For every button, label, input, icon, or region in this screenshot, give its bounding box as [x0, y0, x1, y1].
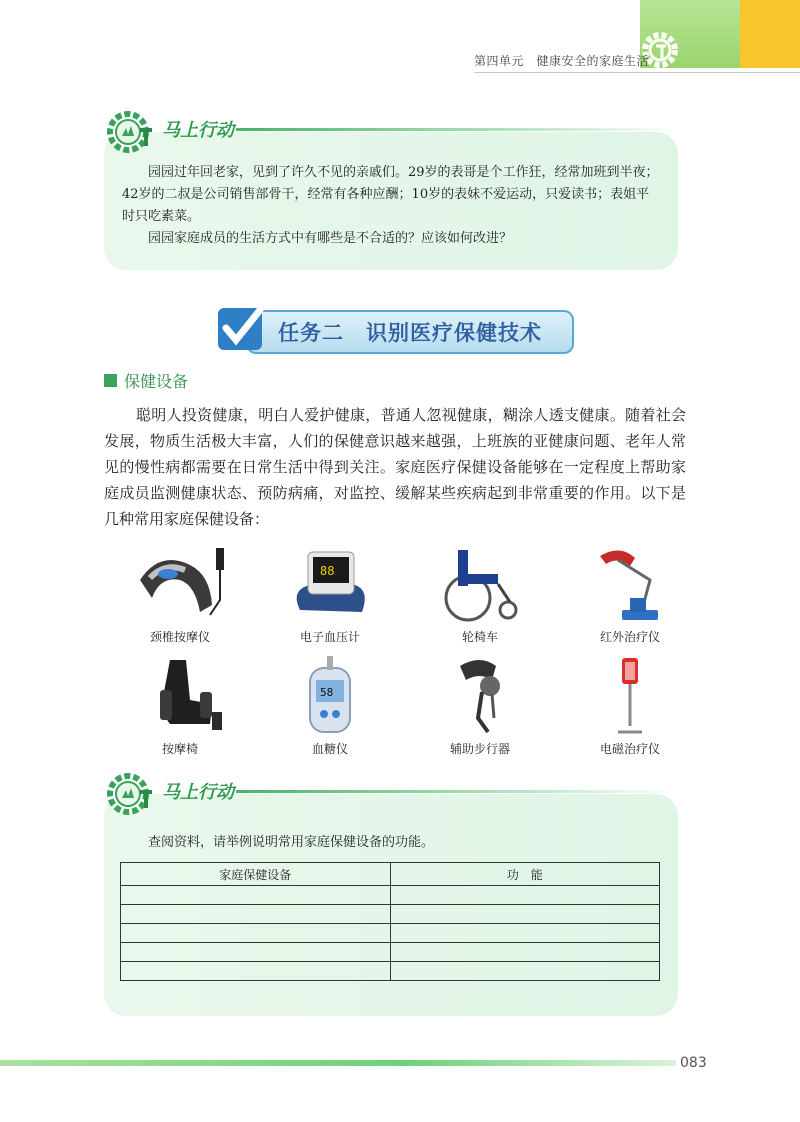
- table-row: [121, 905, 660, 924]
- svg-text:58: 58: [320, 686, 334, 699]
- glucose-meter-icon: [280, 652, 380, 737]
- table-cell[interactable]: [390, 905, 660, 924]
- action-title-2: [104, 768, 678, 818]
- device-blood-pressure-monitor: [260, 540, 400, 650]
- table-cell[interactable]: [390, 924, 660, 943]
- action-1-question: 园园家庭成员的生活方式中有哪些是不合适的？应该如何改进？: [148, 231, 513, 246]
- device-label: 血糖仪: [311, 742, 348, 756]
- table-cell[interactable]: [390, 962, 660, 981]
- table-header-function: 功 能: [390, 863, 660, 886]
- device-label: 轮椅车: [461, 630, 498, 644]
- body-text: [104, 402, 686, 532]
- section-heading: [104, 369, 188, 391]
- table-row: [121, 924, 660, 943]
- svg-text:88: 88: [320, 564, 335, 578]
- table-row: [121, 886, 660, 905]
- action-title-line: [236, 128, 676, 131]
- checkmark-icon: [216, 304, 268, 354]
- device-glucose-meter: [260, 652, 400, 762]
- action-1-content: [122, 162, 662, 250]
- body-paragraph: 聪明人投资健康，明白人爱护健康，普通人忽视健康，糊涂人透支健康。随着社会发展，物质生活极大丰富，人们的保健意识越来越强，上班族的亚健康问题、老年人常见的慢性病都需要在日常生活中得到关注。家庭医疗保健设备能够在一定程度上帮助家庭成员监测健康状态、预防病痛，对监控、缓解某些疾病起到非常重要的作用。以下是几种常用家庭保健设备：: [104, 406, 686, 528]
- gear-hand-icon: [104, 106, 156, 158]
- action-2-prompt: [122, 832, 662, 854]
- device-walking-aid: [410, 652, 550, 762]
- electromagnetic-therapy-icon: [580, 652, 680, 737]
- header-divider: [474, 72, 800, 73]
- gear-hand-icon: [104, 768, 156, 820]
- table-cell[interactable]: [390, 886, 660, 905]
- blood-pressure-monitor-icon: [280, 540, 380, 625]
- action-title-text: 马上行动: [162, 782, 234, 803]
- table-cell[interactable]: [121, 924, 391, 943]
- table-row: [121, 962, 660, 981]
- unit-header: 第四单元 健康安全的家庭生活: [474, 54, 650, 68]
- task-title: 任务二 识别医疗保健技术: [278, 321, 542, 345]
- device-label: 电磁治疗仪: [599, 742, 660, 756]
- action-1-paragraph: 园园过年回老家，见到了许久不见的亲戚们。29岁的表哥是个工作狂，经常加班到半夜；42岁的二叔是公司销售部骨干，经常有各种应酬；10岁的表妹不爱运动，只爱读书；表姐平时只吃素菜。: [122, 165, 659, 224]
- page-number: 083: [680, 1055, 707, 1071]
- device-label: 颈椎按摩仪: [149, 630, 210, 644]
- walking-aid-icon: [430, 652, 530, 737]
- table-cell[interactable]: [390, 943, 660, 962]
- action-title-line: [236, 790, 676, 793]
- action-2-prompt-text: 查阅资料，请举例说明常用家庭保健设备的功能。: [148, 835, 435, 850]
- infrared-lamp-icon: [580, 540, 680, 625]
- device-label: 红外治疗仪: [599, 630, 660, 644]
- action-title-1: [104, 106, 678, 156]
- device-electromagnetic-therapy: [560, 652, 700, 762]
- footer-bar: [0, 1060, 676, 1066]
- section-title: 保健设备: [124, 372, 189, 391]
- action-title-text: 马上行动: [162, 120, 234, 141]
- neck-massager-icon: [130, 540, 230, 625]
- table-cell[interactable]: [121, 886, 391, 905]
- table-header-device: 家庭保健设备: [121, 863, 391, 886]
- table-cell[interactable]: [121, 905, 391, 924]
- device-massage-chair: [110, 652, 250, 762]
- device-function-table: [120, 862, 660, 981]
- device-label: 按摩椅: [161, 742, 198, 756]
- table-row: [121, 943, 660, 962]
- device-wheelchair: [410, 540, 550, 650]
- massage-chair-icon: [130, 652, 230, 737]
- table-cell[interactable]: [121, 943, 391, 962]
- square-bullet-icon: [104, 374, 117, 387]
- device-label: 电子血压计: [299, 630, 360, 644]
- table-cell[interactable]: [121, 962, 391, 981]
- device-label: 辅助步行器: [449, 742, 510, 756]
- wheelchair-icon: [430, 540, 530, 625]
- table-header-row: [121, 863, 660, 886]
- device-infrared-lamp: [560, 540, 700, 650]
- device-neck-massager: [110, 540, 250, 650]
- header-yellow-block: [740, 0, 800, 68]
- task-banner: [216, 304, 572, 354]
